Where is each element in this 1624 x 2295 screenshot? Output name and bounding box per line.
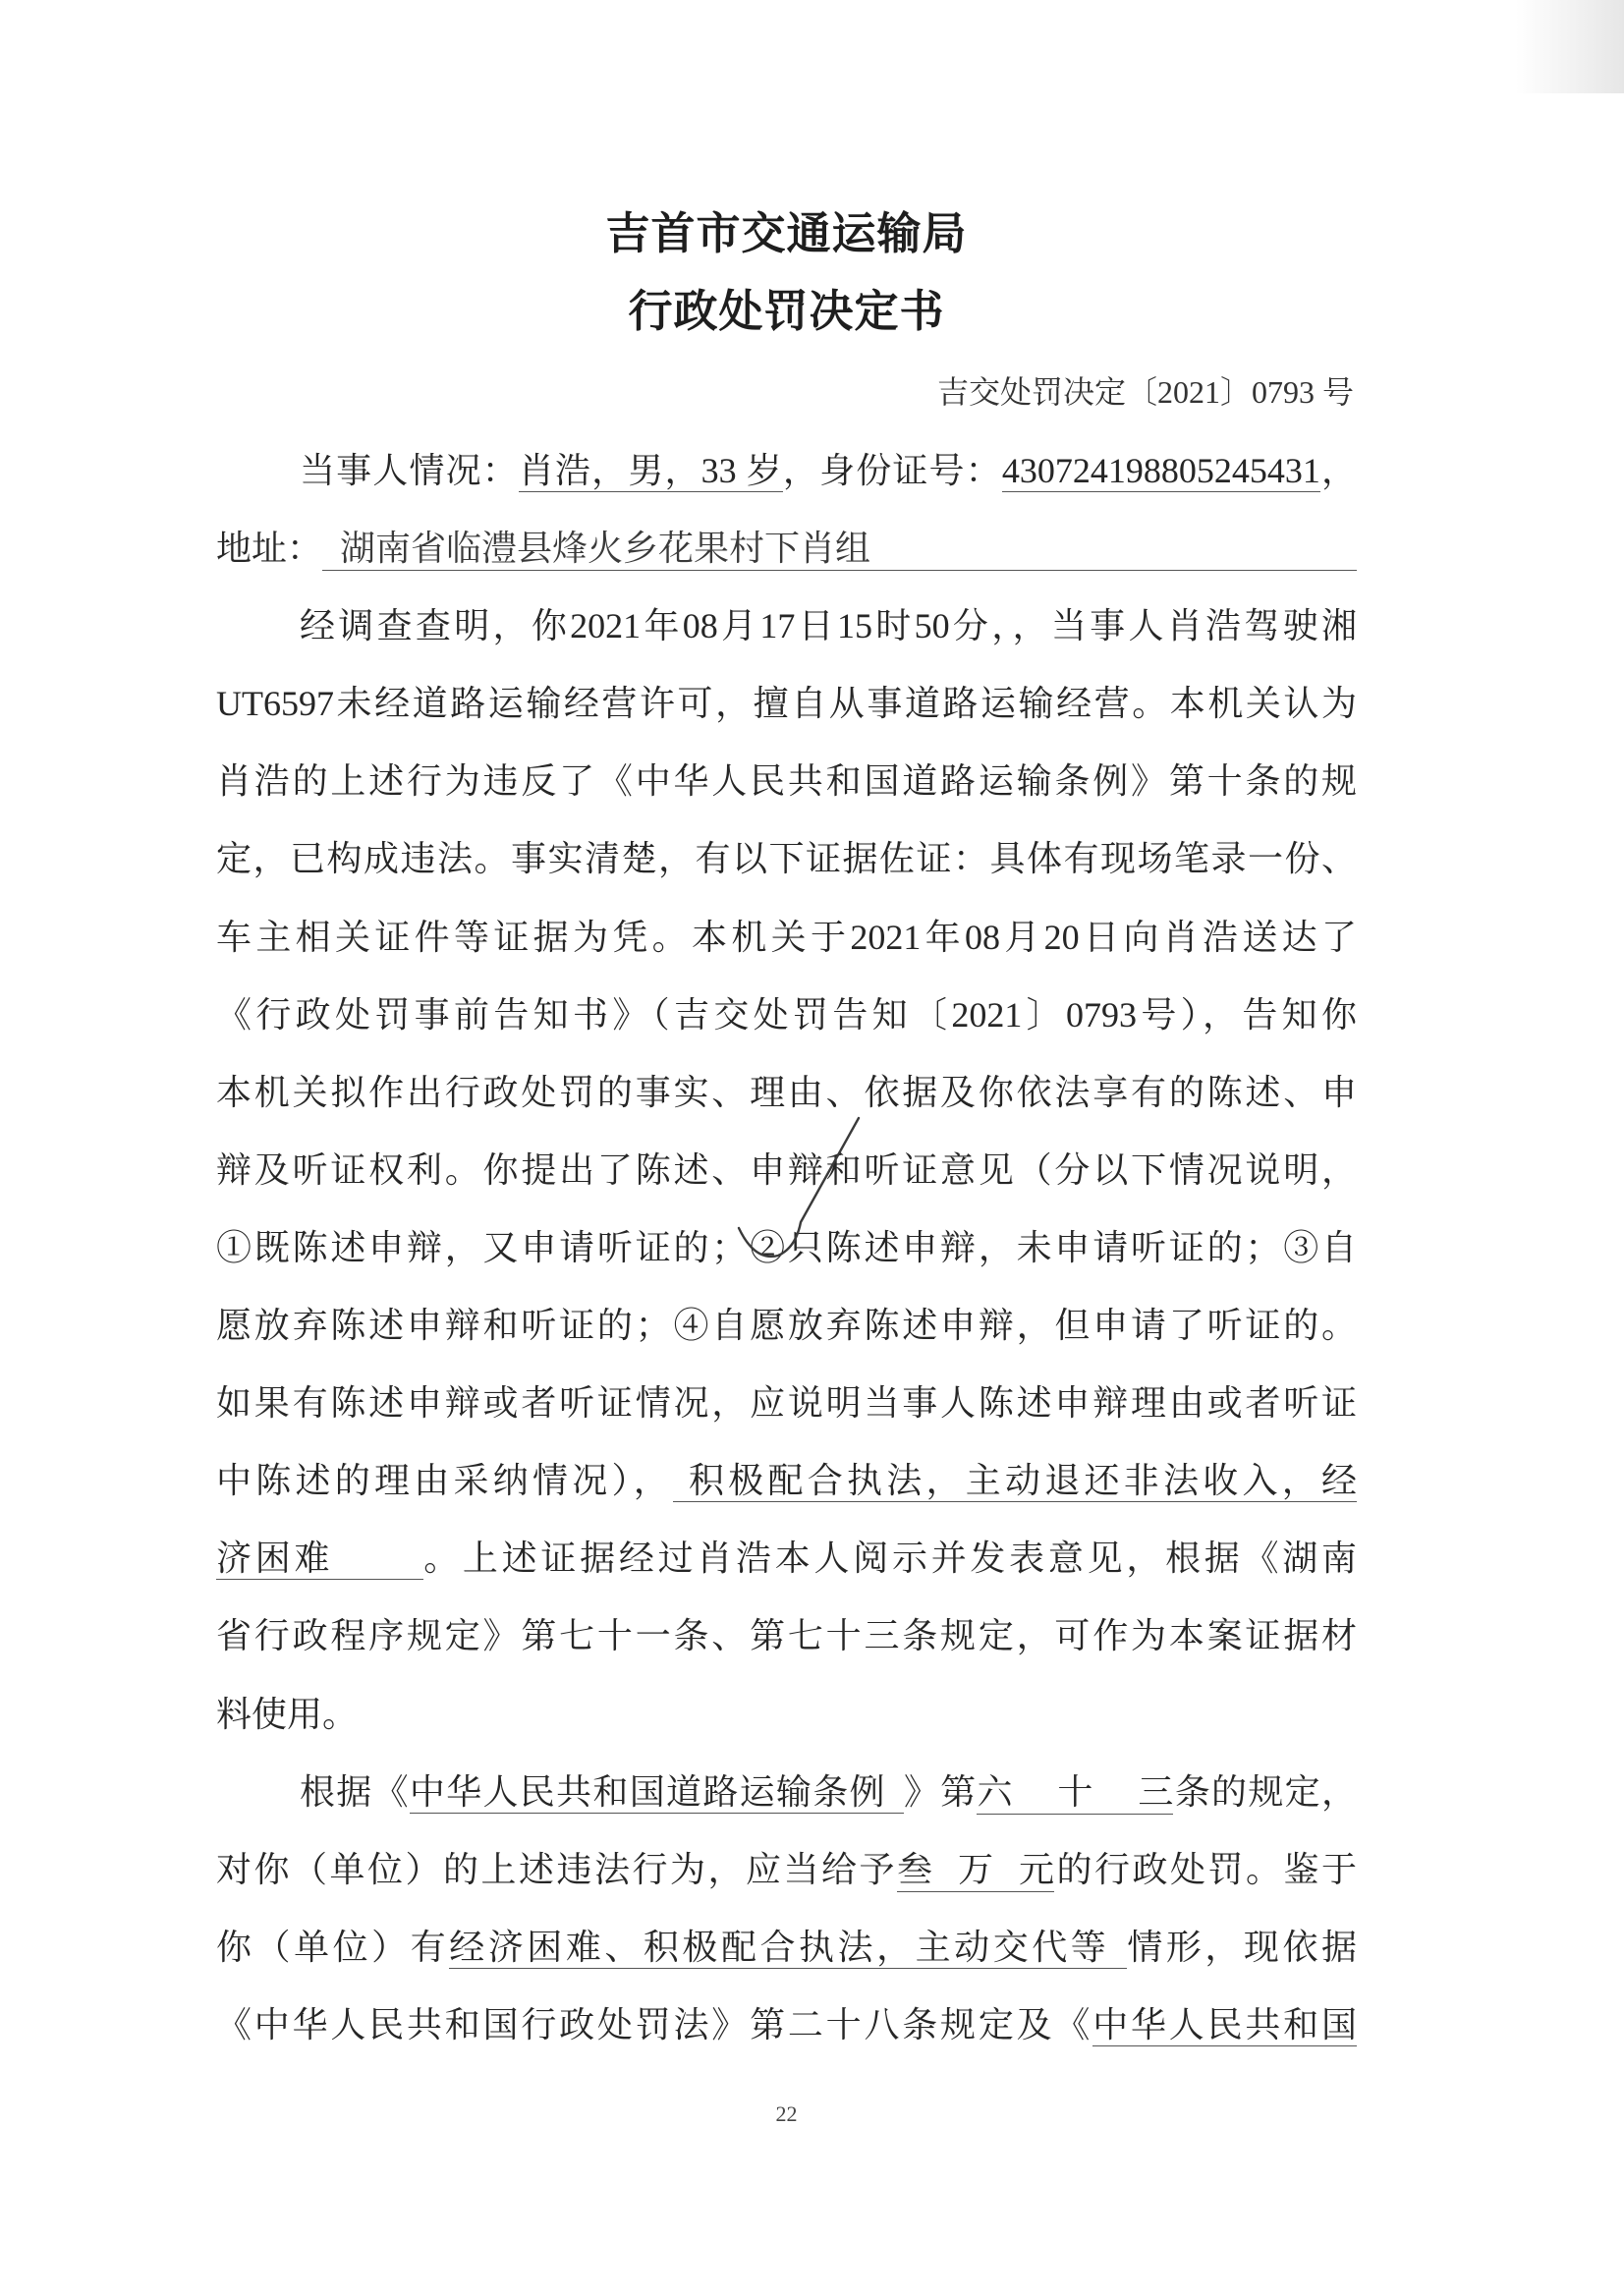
findings-line: 定，已构成违法。事实清楚，有以下证据佐证：具体有现场笔录一份、: [216, 839, 1357, 879]
findings-line: 辩及听证权利。你提出了陈述、申辩和听证意见（分以下情况说明，: [216, 1149, 1357, 1190]
evidence-line: 省行政程序规定》第七十一条、第七十三条规定，可作为本案证据材: [216, 1616, 1357, 1656]
scan-edge-shadow: [1516, 0, 1624, 93]
cited-law: 中华人民共和国: [1092, 2004, 1357, 2044]
findings-line: 本机关拟作出行政处罚的事实、理由、依据及你依法享有的陈述、申: [216, 1072, 1357, 1112]
decision-text: 《中华人民共和国行政处罚法》第二十八条规定及《: [216, 2004, 1093, 2044]
id-end: ，: [1319, 451, 1357, 490]
mitigating-circumstances: 经济困难、积极配合执法，主动交代等: [449, 1928, 1127, 1969]
adoption-line: [216, 1442, 1357, 1520]
adoption-line-2: [216, 1520, 1357, 1597]
document-number: 吉交处罚决定〔2021〕0793 号: [936, 374, 1354, 410]
evidence-line: 料使用。: [216, 1694, 359, 1734]
page-number: 22: [775, 2101, 798, 2126]
adoption-tail: 。上述证据经过肖浩本人阅示并发表意见，根据《湖南: [423, 1539, 1357, 1579]
party-label: 当事人情况：: [300, 451, 519, 490]
document-title: 行政处罚决定书: [628, 287, 945, 336]
decision-text: 对你（单位）的上述违法行为，应当给予: [216, 1849, 897, 1889]
adoption-statement: 积极配合执法，主动退还非法收入，经: [673, 1461, 1357, 1502]
adoption-lead: 中陈述的理由采纳情况），: [216, 1461, 673, 1501]
decision-text: 情形，现依据: [1127, 1927, 1357, 1967]
address-line: [216, 510, 1357, 588]
findings-line: 愿放弃陈述申辩和听证的；④自愿放弃陈述申辩，但申请了听证的。: [216, 1306, 1357, 1346]
id-label: ，身份证号：: [782, 451, 1002, 490]
applicable-law: 中华人民共和国道路运输条例: [410, 1772, 904, 1814]
decision-line: [216, 1831, 1357, 1909]
decision-line: [216, 1754, 1357, 1831]
address-value: 湖南省临澧县烽火乡花果村下肖组: [322, 528, 1357, 571]
article-number: 六十三: [977, 1771, 1173, 1815]
findings-line: 经调查查明，你2021年08月17日15时50分，，当事人肖浩驾驶湘: [300, 606, 1357, 646]
agency-title: 吉首市交通运输局: [605, 209, 968, 258]
decision-text: 》第: [903, 1771, 978, 1812]
decision-text: 条的规定，: [1173, 1771, 1357, 1812]
findings-line: UT6597未经道路运输经营许可，擅自从事道路运输经营。本机关认为: [216, 684, 1357, 724]
document-body: [216, 432, 1357, 2064]
penalty-amount: 叁万元: [897, 1849, 1054, 1892]
decision-text: 根据《: [300, 1771, 410, 1812]
findings-line: 车主相关证件等证据为凭。本机关于2021年08月20日向肖浩送达了: [216, 917, 1357, 957]
findings-line: ①既陈述申辩，又申请听证的；②只陈述申辩，未申请听证的；③自: [216, 1227, 1357, 1267]
decision-line: [216, 1987, 1357, 2064]
decision-text: 你（单位）有: [216, 1927, 450, 1967]
adoption-statement-cont: 济困难: [216, 1539, 423, 1580]
id-number: 430724198805245431: [1001, 451, 1320, 490]
party-info: 肖浩，男，33 岁: [518, 451, 783, 490]
findings-line: 《行政处罚事前告知书》（吉交处罚告知〔2021〕0793号），告知你: [216, 994, 1357, 1035]
findings-line: 如果有陈述申辩或者听证情况，应说明当事人陈述申辩理由或者听证: [216, 1383, 1357, 1424]
decision-line: [216, 1909, 1357, 1987]
findings-line: 肖浩的上述行为违反了《中华人民共和国道路运输条例》第十条的规: [216, 761, 1357, 802]
decision-text: 的行政处罚。鉴于: [1053, 1849, 1357, 1889]
party-line: [216, 432, 1357, 510]
address-label: 地址：: [216, 529, 323, 569]
